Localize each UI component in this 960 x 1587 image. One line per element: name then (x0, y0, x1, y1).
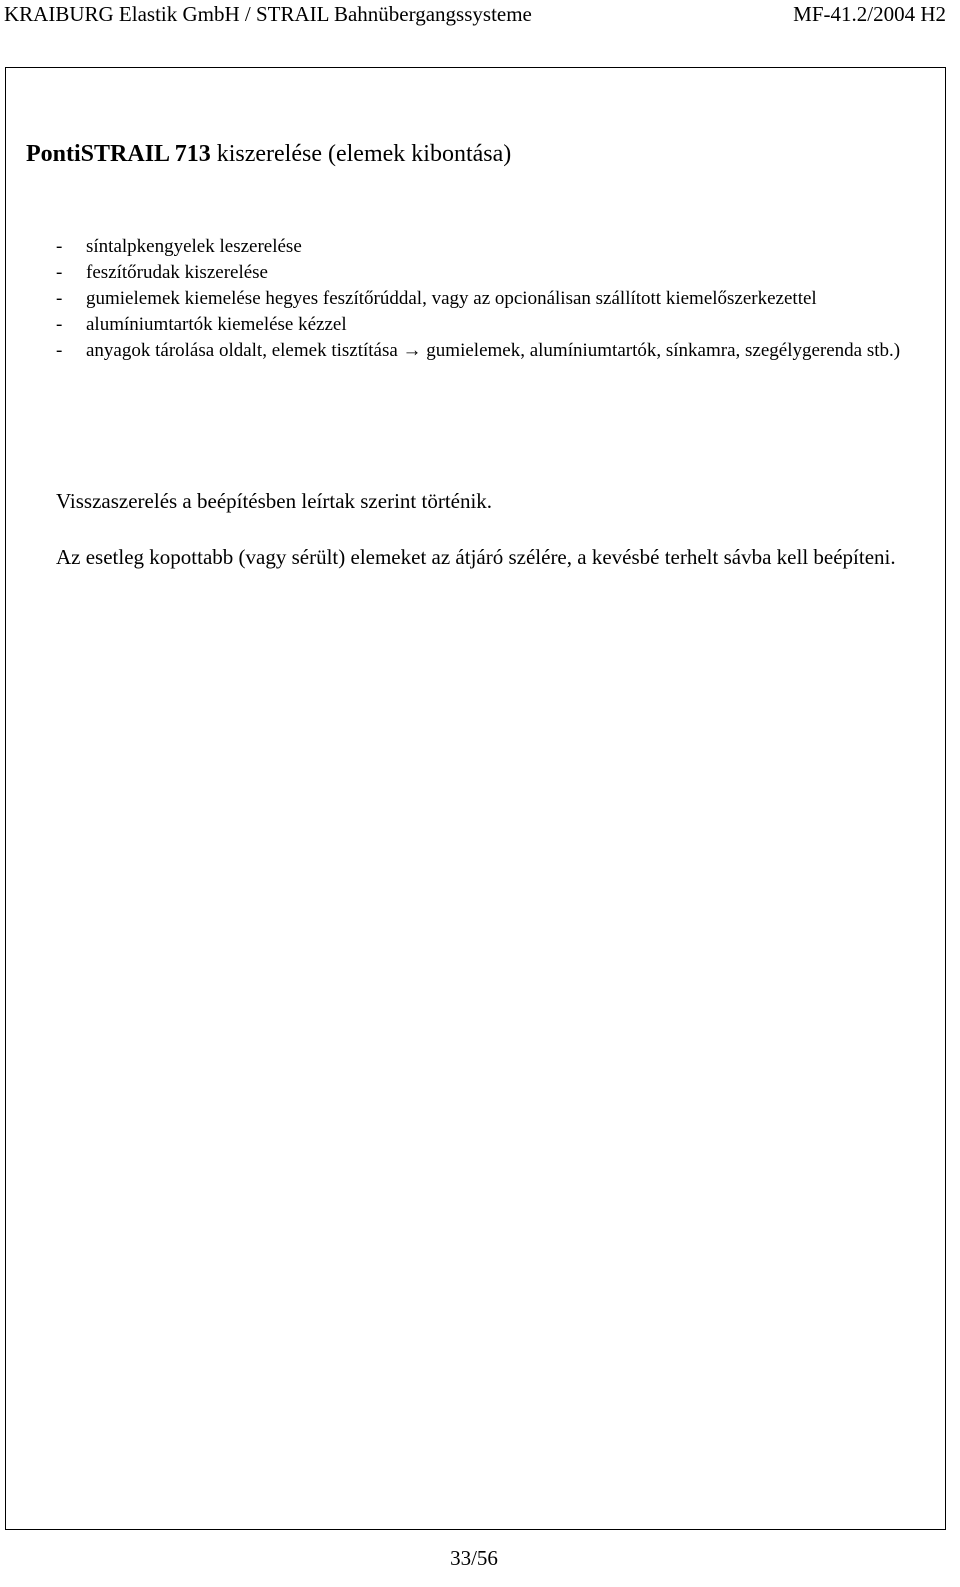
section-title (26, 138, 511, 170)
list-dash: - (56, 288, 63, 309)
list-item-text: alumíniumtartók kiemelése kézzel (86, 314, 347, 335)
list-item (56, 312, 936, 338)
list-item-text: síntalpkengyelek leszerelése (86, 236, 302, 257)
list-item-text: gumielemek kiemelése hegyes feszítőrúddal, vagy az opcionálisan szállított kiemelőszerkezettel (86, 288, 817, 309)
list-dash: - (56, 314, 63, 335)
section-title-product: PontiSTRAIL 713 (26, 141, 211, 167)
list-item (56, 260, 936, 286)
list-item-text: feszítőrudak kiszerelése (86, 262, 268, 283)
worn-elements-paragraph: Az esetleg kopottabb (vagy sérült) elemeket az átjáró szélére, a kevésbé terhelt sávba kell beépíteni. (56, 545, 896, 569)
list-item-text: anyagok tárolása oldalt, elemek tisztítása → gumielemek, alumíniumtartók, sínkamra, szegélygerenda stb.) (86, 340, 901, 361)
header-document-code: MF-41.2/2004 H2 (793, 2, 946, 26)
page-header (0, 0, 960, 32)
list-dash: - (56, 236, 63, 257)
page-number: 33/56 (450, 1546, 498, 1570)
list-item (56, 286, 936, 312)
list-item (56, 234, 936, 260)
list-dash: - (56, 340, 63, 361)
list-dash: - (56, 262, 63, 283)
section-title-rest: kiszerelése (elemek kibontása) (210, 141, 512, 167)
list-item (56, 338, 936, 364)
dismantling-steps-list (56, 234, 936, 364)
header-company: KRAIBURG Elastik GmbH / STRAIL Bahnübergangssysteme (4, 2, 532, 26)
reassembly-paragraph: Visszaszerelés a beépítésben leírtak szerint történik. (56, 489, 493, 513)
